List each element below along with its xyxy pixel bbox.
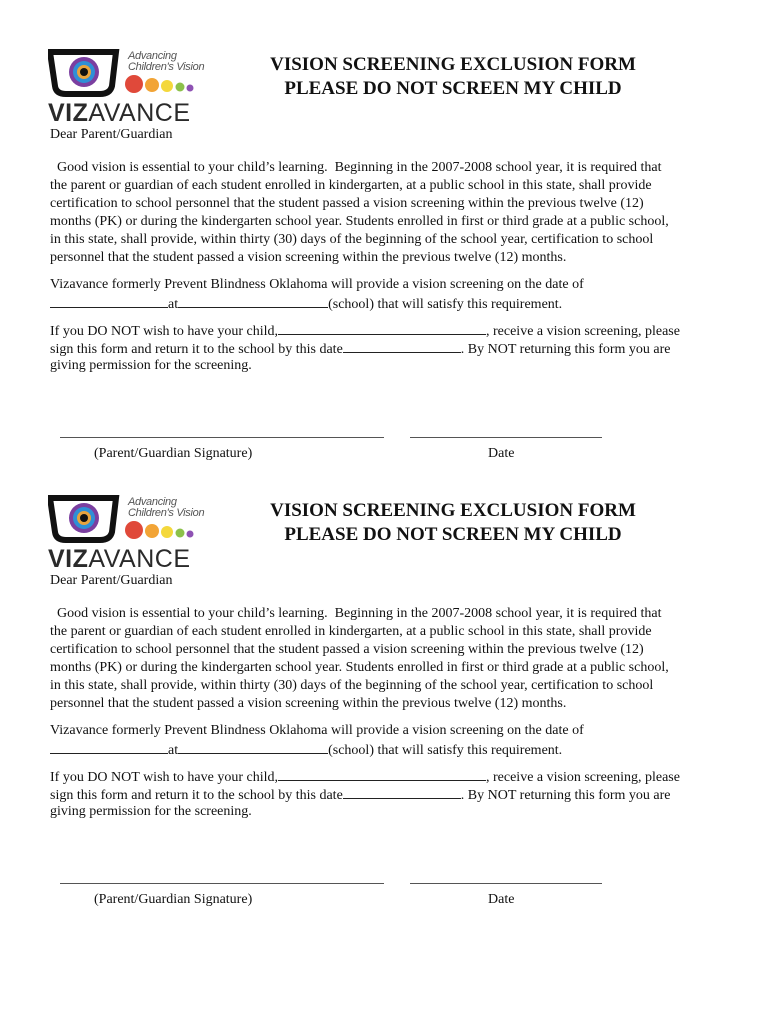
title-line-2: PLEASE DO NOT SCREEN MY CHILD <box>284 78 622 99</box>
form-title <box>248 53 658 101</box>
date-label: Date <box>488 892 515 907</box>
intro-line: in this state, shall provide, within thirty (30) days of the beginning of the school year, certification to school <box>50 232 654 247</box>
signature-label: (Parent/Guardian Signature) <box>94 892 253 907</box>
tagline-line-2: Children's Vision <box>128 507 205 519</box>
brand-name-rest: AVANCE <box>88 99 191 127</box>
intro-line: personnel that the student passed a vision screening within the previous twelve (12) months. <box>50 250 567 265</box>
return-date-field[interactable] <box>343 339 461 353</box>
title-line-2: PLEASE DO NOT SCREEN MY CHILD <box>284 524 622 545</box>
signature-line[interactable] <box>60 883 384 884</box>
at-text: at <box>168 297 179 312</box>
optout-text: , receive a vision screening, please <box>486 324 680 339</box>
optout-text: sign this form and return it to the school by this date <box>50 788 343 803</box>
greeting: Dear Parent/Guardian <box>50 573 173 588</box>
form-title <box>248 499 658 547</box>
intro-paragraph <box>50 605 720 713</box>
vizavance-logo <box>48 492 205 573</box>
intro-line: the parent or guardian of each student enrolled in kindergarten, at a public school in this state, shall provide <box>50 624 652 639</box>
brand-name-bold: VIZ <box>48 99 89 127</box>
greeting: Dear Parent/Guardian <box>50 127 173 142</box>
optout-line <box>50 785 720 803</box>
screening-paragraph <box>50 276 720 312</box>
tagline-line-2: Children's Vision <box>128 61 205 73</box>
brand-name-bold: VIZ <box>48 545 89 573</box>
optout-text: . By NOT returning this form you are <box>460 788 671 803</box>
tagline-line-1: Advancing <box>128 50 177 62</box>
child-name-field[interactable] <box>278 321 486 335</box>
child-name-field[interactable] <box>278 767 486 781</box>
screening-date-field[interactable] <box>50 740 168 754</box>
optout-text: sign this form and return it to the school by this date <box>50 342 343 357</box>
screening-line: Vizavance formerly Prevent Blindness Oklahoma will provide a vision screening on the date of <box>50 277 584 292</box>
intro-line: the parent or guardian of each student enrolled in kindergarten, at a public school in this state, shall provide <box>50 178 652 193</box>
tagline-line-1: Advancing <box>128 496 177 508</box>
optout-paragraph <box>50 767 720 821</box>
intro-paragraph <box>50 159 720 267</box>
return-date-field[interactable] <box>343 785 461 799</box>
brand-name-rest: AVANCE <box>88 545 191 573</box>
date-label: Date <box>488 446 515 461</box>
intro-line: personnel that the student passed a vision screening within the previous twelve (12) months. <box>50 696 567 711</box>
screening-line <box>50 294 720 312</box>
intro-line: Good vision is essential to your child’s learning. Beginning in the 2007-2008 school year, it is required that <box>50 160 662 175</box>
screening-date-field[interactable] <box>50 294 168 308</box>
vizavance-logo <box>48 46 205 127</box>
optout-line <box>50 321 720 339</box>
brand-wordmark <box>48 100 191 126</box>
intro-line: certification to school personnel that the student passed a vision screening within the previous twelve (12) <box>50 642 644 657</box>
logo-tagline <box>128 497 208 519</box>
intro-line: months (PK) or during the kindergarten school year. Students enrolled in first or third grade at a public school, <box>50 214 669 229</box>
optout-paragraph <box>50 321 720 375</box>
at-text: at <box>168 743 179 758</box>
signature-label: (Parent/Guardian Signature) <box>94 446 253 461</box>
title-line-1: VISION SCREENING EXCLUSION FORM <box>270 54 636 75</box>
optout-text: , receive a vision screening, please <box>486 770 680 785</box>
exclusion-form-2 <box>0 446 770 907</box>
screening-paragraph <box>50 722 720 758</box>
optout-line: giving permission for the screening. <box>50 358 252 373</box>
school-name-field[interactable] <box>178 740 328 754</box>
optout-text: . By NOT returning this form you are <box>460 342 671 357</box>
date-line[interactable] <box>410 883 602 884</box>
title-line-1: VISION SCREENING EXCLUSION FORM <box>270 500 636 521</box>
intro-line: certification to school personnel that the student passed a vision screening within the previous twelve (12) <box>50 196 644 211</box>
intro-line: months (PK) or during the kindergarten school year. Students enrolled in first or third grade at a public school, <box>50 660 669 675</box>
optout-line: giving permission for the screening. <box>50 804 252 819</box>
optout-text: If you DO NOT wish to have your child, <box>50 324 278 339</box>
exclusion-form-1 <box>0 0 770 461</box>
optout-line <box>50 767 720 785</box>
school-suffix-text: (school) that will satisfy this requirement. <box>328 743 563 758</box>
screening-line <box>50 740 720 758</box>
optout-text: If you DO NOT wish to have your child, <box>50 770 278 785</box>
screening-line: Vizavance formerly Prevent Blindness Oklahoma will provide a vision screening on the date of <box>50 723 584 738</box>
intro-line: in this state, shall provide, within thirty (30) days of the beginning of the school year, certification to school <box>50 678 654 693</box>
signature-line[interactable] <box>60 437 384 438</box>
school-name-field[interactable] <box>178 294 328 308</box>
intro-line: Good vision is essential to your child’s learning. Beginning in the 2007-2008 school year, it is required that <box>50 606 662 621</box>
logo-tagline <box>128 51 208 73</box>
brand-wordmark <box>48 546 191 572</box>
school-suffix-text: (school) that will satisfy this requirement. <box>328 297 563 312</box>
date-line[interactable] <box>410 437 602 438</box>
optout-line <box>50 339 720 357</box>
